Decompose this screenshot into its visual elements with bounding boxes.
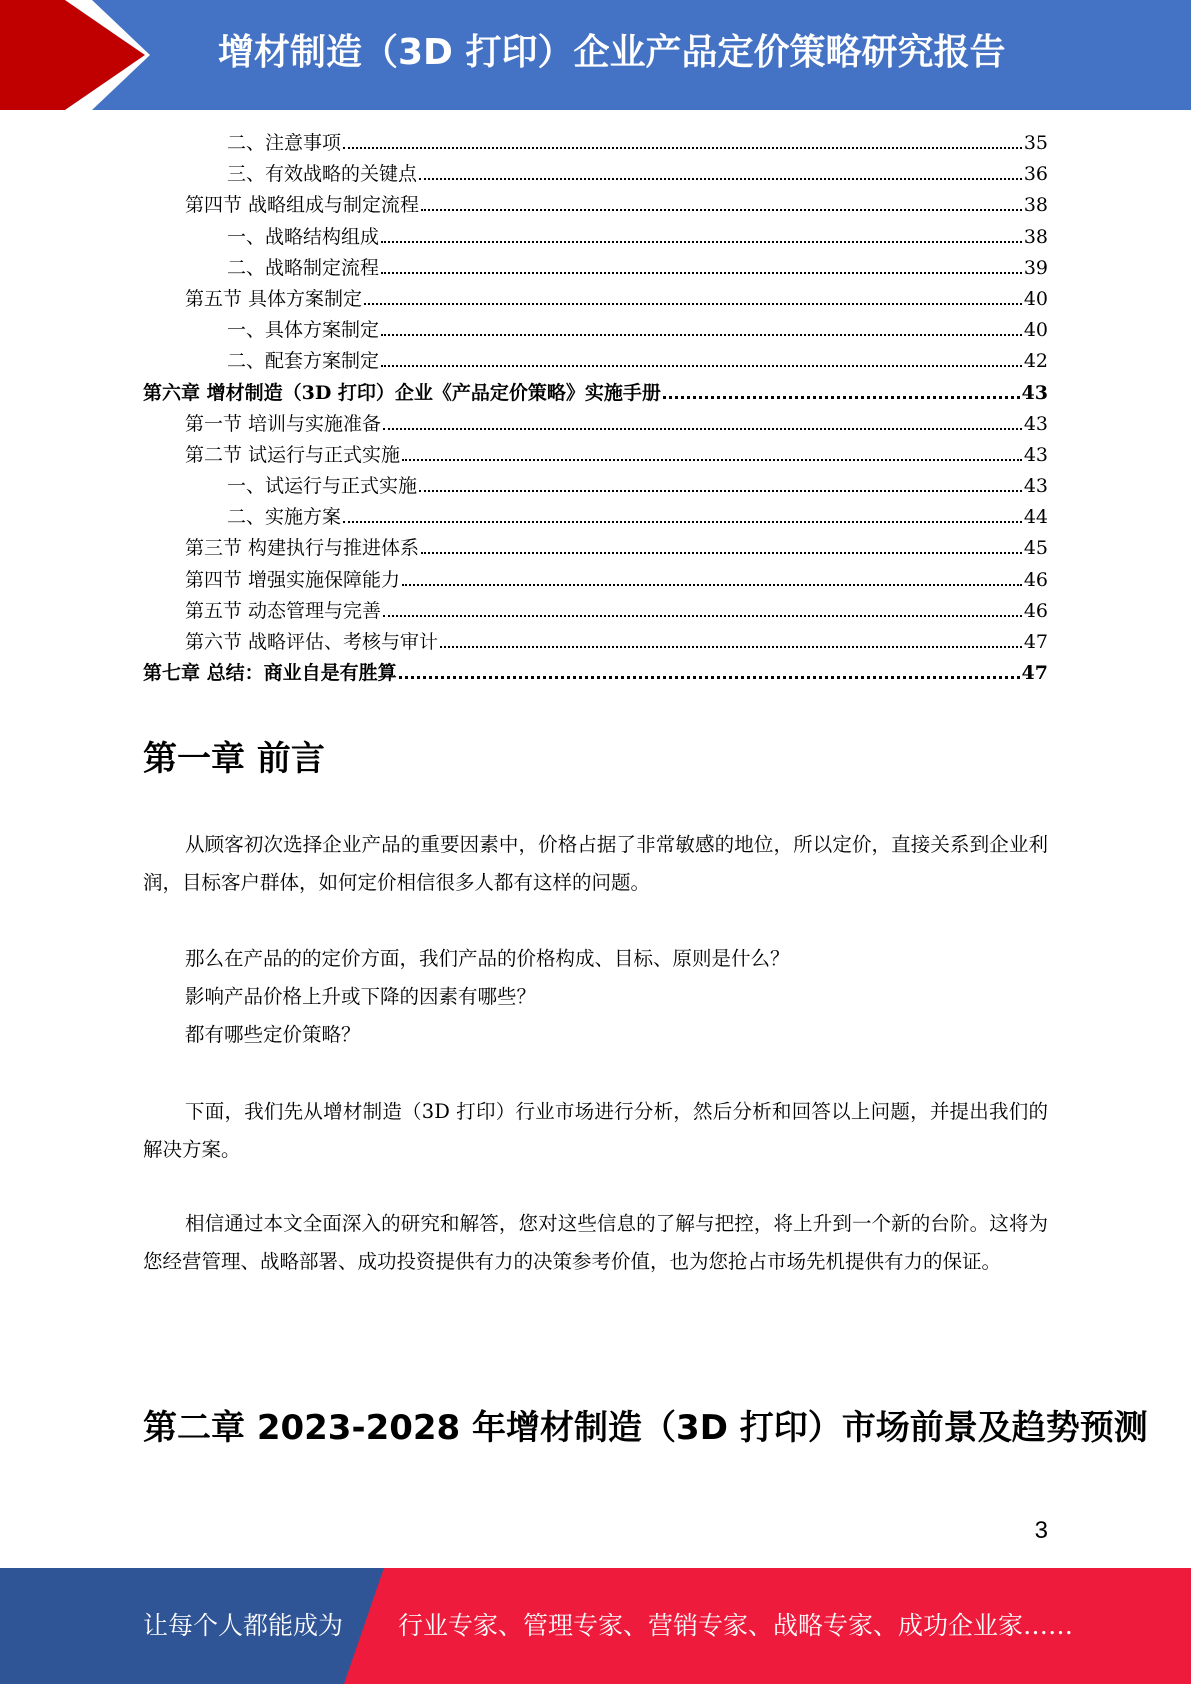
toc-entry-page: 43 [1023,443,1048,466]
question-line-1: 那么在产品的的定价方面，我们产品的价格构成、目标、原则是什么？ [185,947,790,970]
table-of-contents [143,128,1048,689]
toc-entry-page: 44 [1023,506,1048,529]
report-title: 增材制造（3D 打印）企业产品定价策略研究报告 [218,32,1006,73]
toc-dot-leader [383,615,1022,617]
toc-dot-leader [663,396,1020,399]
toc-entry-page: 39 [1023,256,1048,279]
toc-entry[interactable] [143,565,1048,596]
toc-entry-label: 二、配套方案制定 [227,350,380,373]
toc-entry[interactable] [143,346,1048,377]
toc-entry-label: 第四节 增强实施保障能力 [185,568,401,591]
toc-entry-label: 二、注意事项 [227,132,342,154]
toc-entry[interactable] [143,627,1048,658]
toc-dot-leader [402,584,1022,586]
toc-entry[interactable] [143,222,1048,253]
toc-dot-leader [343,147,1022,149]
toc-entry-label: 第四节 战略组成与制定流程 [185,194,420,217]
toc-dot-leader [440,646,1022,648]
toc-entry[interactable] [143,533,1048,564]
toc-entry[interactable] [143,284,1048,315]
toc-entry-label: 第六章 增材制造（3D 打印）企业《产品定价策略》实施手册 [143,381,661,404]
toc-entry[interactable] [143,378,1048,409]
question-line-2: 影响产品价格上升或下降的因素有哪些？ [185,985,537,1008]
toc-entry-label: 第六节 战略评估、考核与审计 [185,631,439,653]
toc-entry-page: 40 [1023,319,1048,342]
toc-entry[interactable] [143,502,1048,533]
toc-entry[interactable] [143,190,1048,221]
toc-dot-leader [343,521,1022,523]
intro-paragraph-3: 相信通过本文全面深入的研究和解答，您对这些信息的了解与把控，将上升到一个新的台阶。这将为您经营管理、战略部署、成功投资提供有力的决策参考价值，也为您抢占市场先机提供有力的保证。 [143,1212,1048,1273]
footer-slogan-right: 行业专家、管理专家、营销专家、战略专家、成功企业家…… [398,1611,1074,1640]
toc-dot-leader [381,365,1022,367]
toc-entry-label: 二、实施方案 [227,506,342,529]
toc-entry-page: 43 [1023,475,1048,498]
toc-entry[interactable] [143,471,1048,502]
toc-entry-page: 35 [1023,132,1048,154]
toc-entry[interactable] [143,315,1048,346]
toc-dot-leader [402,459,1022,461]
toc-dot-leader [421,209,1022,211]
toc-entry-page: 38 [1023,194,1048,217]
toc-entry-label: 一、试运行与正式实施 [227,475,418,498]
toc-dot-leader [381,241,1022,243]
question-line-3: 都有哪些定价策略？ [185,1023,361,1046]
toc-dot-leader [419,178,1022,180]
toc-entry[interactable] [143,253,1048,284]
toc-dot-leader [399,676,1020,679]
toc-entry-label: 第五节 动态管理与完善 [185,599,382,622]
toc-entry-page: 43 [1021,381,1048,404]
toc-dot-leader [421,552,1022,554]
toc-entry-label: 第七章 总结：商业自是有胜算 [143,662,397,685]
toc-entry[interactable] [143,128,1048,159]
toc-entry[interactable] [143,159,1048,190]
toc-entry-page: 45 [1023,537,1048,560]
toc-entry-page: 47 [1023,631,1048,653]
toc-entry-page: 47 [1021,662,1048,685]
toc-dot-leader [383,428,1022,430]
toc-entry[interactable] [143,409,1048,440]
toc-dot-leader [364,303,1022,305]
intro-paragraph-1: 从顾客初次选择企业产品的重要因素中，价格占据了非常敏感的地位，所以定价，直接关系到企业利润，目标客户群体，如何定价相信很多人都有这样的问题。 [143,833,1048,894]
chapter-2-title: 第二章 2023-2028 年增材制造（3D 打印）市场前景及趋势预测 [143,1408,1148,1448]
toc-entry-label: 第五节 具体方案制定 [185,287,363,310]
page-header [0,0,1191,110]
toc-entry[interactable] [143,440,1048,471]
intro-paragraph-2: 下面，我们先从增材制造（3D 打印）行业市场进行分析，然后分析和回答以上问题，并提出我们的解决方案。 [143,1100,1048,1161]
toc-entry-label: 一、具体方案制定 [227,319,380,342]
toc-dot-leader [381,272,1022,274]
footer-slogan-left: 让每个人都能成为 [143,1611,344,1640]
page-footer [0,1568,1191,1684]
toc-entry-label: 第一节 培训与实施准备 [185,412,382,435]
toc-entry-page: 42 [1023,350,1048,373]
toc-dot-leader [381,334,1022,336]
toc-entry[interactable] [143,596,1048,627]
toc-entry-label: 二、战略制定流程 [227,256,380,279]
toc-entry-label: 一、战略结构组成 [227,225,380,248]
chapter-1-title: 第一章 前言 [143,739,325,779]
toc-entry-page: 38 [1023,225,1048,248]
toc-entry-page: 40 [1023,287,1048,310]
toc-dot-leader [419,490,1022,492]
toc-entry-label: 第二节 试运行与正式实施 [185,443,401,466]
toc-entry-page: 43 [1023,412,1048,435]
toc-entry[interactable] [143,658,1048,689]
toc-entry-page: 46 [1023,599,1048,622]
toc-entry-label: 第三节 构建执行与推进体系 [185,537,420,560]
toc-entry-page: 46 [1023,568,1048,591]
toc-entry-label: 三、有效战略的关键点 [227,163,418,186]
page-number: 3 [1034,1517,1048,1544]
toc-entry-page: 36 [1023,163,1048,186]
